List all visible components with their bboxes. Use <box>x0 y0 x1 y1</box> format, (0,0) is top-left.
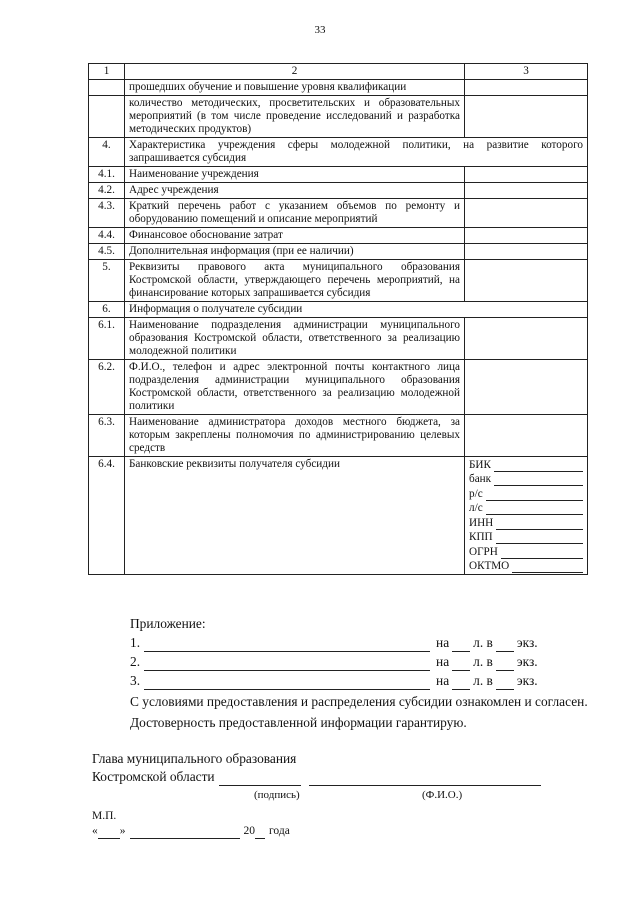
signature-block <box>92 750 592 839</box>
row-label: Реквизиты правового акта муниципального образования Костромской области, утверждающего перечень мероприятий, на финансирование которых запрашивается субсидия <box>125 260 465 302</box>
date-year-field[interactable] <box>255 826 265 839</box>
row-label: Дополнительная информация (при ее наличии) <box>125 244 465 260</box>
row-value-cell[interactable] <box>465 80 588 96</box>
row-label: Краткий перечень работ с указанием объемов по ремонту и оборудованию помещений и описание мероприятий <box>125 199 465 228</box>
bank-field-bik[interactable]: БИК <box>469 457 583 472</box>
table-row <box>89 360 588 415</box>
full-name-field[interactable] <box>309 771 541 786</box>
row-value-cell[interactable] <box>465 415 588 457</box>
row-label: Ф.И.О., телефон и адрес электронной почты контактного лица подразделения администрации муниципального образования Костромской области, ответственного за реализацию молодежной политики <box>125 360 465 415</box>
row-label: Финансовое обоснование затрат <box>125 228 465 244</box>
row-value-cell[interactable] <box>465 167 588 183</box>
table-row <box>89 167 588 183</box>
row-label: Наименование учреждения <box>125 167 465 183</box>
agreement-statement: С условиями предоставления и распределения субсидии ознакомлен и согласен. <box>130 694 588 709</box>
table-header-row <box>89 64 588 80</box>
column-header-3: 3 <box>465 64 588 80</box>
column-header-1: 1 <box>89 64 125 80</box>
signature-row <box>92 768 592 786</box>
row-number: 4.2. <box>89 183 125 199</box>
row-label: Наименование администратора доходов местного бюджета, за которым закреплены полномочия по администрированию целевых средств <box>125 415 465 457</box>
table-row <box>89 318 588 360</box>
row-number: 6.3. <box>89 415 125 457</box>
row-number: 4. <box>89 138 125 167</box>
section-heading: Информация о получателе субсидии <box>125 302 588 318</box>
row-value-cell[interactable] <box>465 96 588 138</box>
row-value-cell[interactable] <box>465 244 588 260</box>
appendix-item[interactable]: 3. на л. в экз. <box>130 673 538 688</box>
row-value-cell[interactable] <box>465 360 588 415</box>
appendix-section <box>92 614 592 732</box>
bank-field-account[interactable]: р/с <box>469 486 583 501</box>
table-row <box>89 302 588 318</box>
signature-caption: (подпись) <box>254 789 300 801</box>
signature-field[interactable] <box>219 771 301 786</box>
application-form-table <box>88 63 588 575</box>
row-value-cell[interactable] <box>465 260 588 302</box>
appendix-item[interactable]: 1. на л. в экз. <box>130 635 538 650</box>
row-number: 4.4. <box>89 228 125 244</box>
table-row <box>89 80 588 96</box>
row-label: прошедших обучение и повышение уровня квалификации <box>125 80 465 96</box>
bank-field-ogrn[interactable]: ОГРН <box>469 544 583 559</box>
table-row <box>89 457 588 575</box>
guarantee-statement: Достоверность предоставленной информации гарантирую. <box>130 715 467 730</box>
column-header-2: 2 <box>125 64 465 80</box>
page-number: 33 <box>314 24 326 36</box>
row-label: Банковские реквизиты получателя субсидии <box>125 457 465 575</box>
date-day-field[interactable] <box>98 826 120 839</box>
bank-field-personal-account[interactable]: л/с <box>469 501 583 516</box>
signatory-region: Костромской области <box>92 769 215 784</box>
row-label: Адрес учреждения <box>125 183 465 199</box>
row-label: Наименование подразделения администрации муниципального образования Костромской области, ответственного за реализацию молодежной политики <box>125 318 465 360</box>
row-value-cell[interactable] <box>465 228 588 244</box>
row-number: 6.1. <box>89 318 125 360</box>
bank-field-kpp[interactable]: КПП <box>469 530 583 545</box>
row-value-cell[interactable] <box>465 318 588 360</box>
row-number: 6.4. <box>89 457 125 575</box>
table-row <box>89 199 588 228</box>
bank-details-cell <box>465 457 588 575</box>
bank-field-oktmo[interactable]: ОКТМО <box>469 559 583 574</box>
bank-field-inn[interactable]: ИНН <box>469 515 583 530</box>
signature-captions <box>92 786 592 801</box>
signatory-title: Глава муниципального образования <box>92 751 297 766</box>
row-number <box>89 96 125 138</box>
date-row: « » 20 года <box>92 825 290 837</box>
row-label: количество методических, просветительских и образовательных мероприятий (в том числе проведение исследований и разработка методических продуктов) <box>125 96 465 138</box>
table-row <box>89 260 588 302</box>
appendix-title: Приложение: <box>130 616 206 631</box>
table-row <box>89 183 588 199</box>
stamp-place: М.П. <box>92 810 117 822</box>
section-heading: Характеристика учреждения сферы молодежной политики, на развитие которого запрашивается субсидия <box>125 138 588 167</box>
row-number: 6. <box>89 302 125 318</box>
table-row <box>89 96 588 138</box>
row-number: 5. <box>89 260 125 302</box>
bank-field-bank[interactable]: банк <box>469 472 583 487</box>
row-value-cell[interactable] <box>465 199 588 228</box>
row-value-cell[interactable] <box>465 183 588 199</box>
row-number: 6.2. <box>89 360 125 415</box>
row-number <box>89 80 125 96</box>
table-row <box>89 138 588 167</box>
table-row <box>89 228 588 244</box>
date-month-field[interactable] <box>130 826 240 839</box>
appendix-item[interactable]: 2. на л. в экз. <box>130 654 538 669</box>
row-number: 4.3. <box>89 199 125 228</box>
row-number: 4.1. <box>89 167 125 183</box>
row-number: 4.5. <box>89 244 125 260</box>
full-name-caption: (Ф.И.О.) <box>422 789 463 801</box>
table-row <box>89 244 588 260</box>
table-row <box>89 415 588 457</box>
